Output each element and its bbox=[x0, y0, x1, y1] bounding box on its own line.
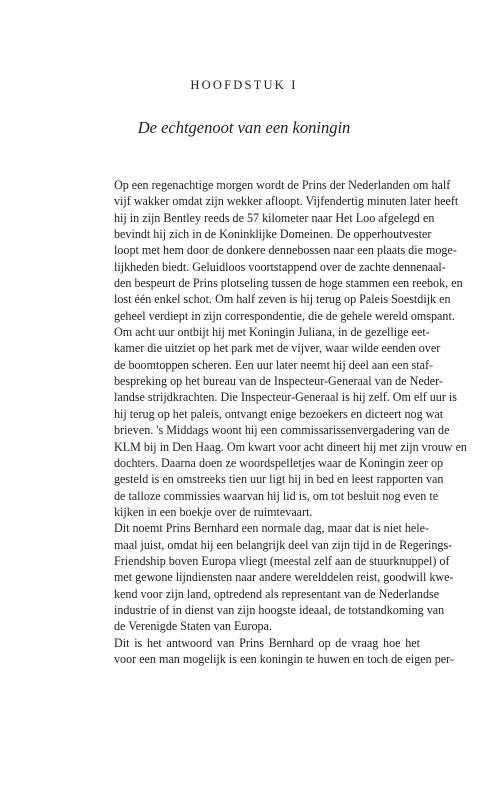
text-line: met gewone lijndiensten naar andere werelddelen reist, goodwill kwe- bbox=[114, 570, 454, 585]
paragraph bbox=[114, 520, 454, 634]
text-line: de boomtoppen scheren. Een uur later neemt hij deel aan een staf- bbox=[114, 357, 434, 372]
text-line: kend voor zijn land, optredend als representant van de Nederlandse bbox=[114, 586, 440, 601]
text-line: Om acht uur ontbijt hij met Koningin Juliana, in de gezellige eet- bbox=[114, 325, 430, 340]
text-line: Dit is het antwoord van Prins Bernhard op de vraag hoe het bbox=[114, 635, 420, 650]
text-line: kijken in een boekje over de ruimtevaart. bbox=[114, 504, 313, 519]
paragraph bbox=[114, 324, 467, 520]
text-line: dochters. Daarna doen ze woordspelletjes waar de Koningin zeer op bbox=[114, 455, 444, 470]
text-line: KLM bij in Den Haag. Om kwart voor acht dineert hij met zijn vrouw en bbox=[114, 439, 467, 454]
text-line: Friendship boven Europa vliegt (meestal zelf aan de stuurknuppel) of bbox=[114, 553, 450, 568]
text-line: brieven. 's Middags woont hij een commissarissenvergadering van de bbox=[114, 423, 450, 438]
text-line: bespreking op het bureau van de Inspecteur-Generaal van de Neder- bbox=[114, 374, 443, 389]
text-line: industrie of in dienst van zijn hoogste ideaal, de totstandkoming van bbox=[114, 602, 445, 617]
text-line: de talloze commissies waarvan hij lid is, om tot besluit nog even te bbox=[114, 488, 439, 503]
chapter-label: HOOFDSTUK I bbox=[190, 78, 298, 92]
text-line: lijkheden biedt. Geluidloos voortstappend over de zachte dennenaal- bbox=[114, 259, 446, 274]
text-line: loopt met hem door de donkere dennebossen naar een plaats die moge- bbox=[114, 243, 457, 258]
text-line: gesteld is en omstreeks tien uur ligt hij in bed en leest rapporten van bbox=[114, 472, 444, 487]
text-line: vijf wakker omdat zijn wekker afloopt. Vijfendertig minuten later heeft bbox=[114, 194, 459, 209]
text-line: Op een regenachtige morgen wordt de Prins der Nederlanden om half bbox=[114, 178, 451, 192]
body-text bbox=[114, 177, 467, 667]
text-line: landse strijdkrachten. Die Inspecteur-Generaal is hij zelf. Om elf uur is bbox=[114, 390, 457, 405]
text-line: kamer die uitziet op het park met de vijver, waar wilde eenden over bbox=[114, 341, 441, 356]
chapter-title: De echtgenoot van een koningin bbox=[137, 118, 351, 137]
text-line: lost één enkel schot. Om half zeven is hij terug op Paleis Soestdijk en bbox=[114, 292, 451, 307]
text-line: de Verenigde Staten van Europa. bbox=[114, 619, 272, 634]
text-line: den bespeurt de Prins plotseling tussen de hoge stammen een reebok, en bbox=[114, 276, 463, 291]
text-line: maal juist, omdat hij een belangrijk deel van zijn tijd in de Regerings- bbox=[114, 537, 453, 552]
text-line: hij terug op het paleis, ontvangt enige bezoekers en dicteert nog wat bbox=[114, 406, 444, 421]
paragraph bbox=[114, 635, 454, 668]
text-line: hij in zijn Bentley reeds de 57 kilometer naar Het Loo afgelegd en bbox=[114, 210, 435, 225]
text-line: voor een man mogelijk is een koningin te huwen en toch de eigen per- bbox=[114, 651, 454, 666]
text-line: geheel verdiept in zijn correspondentie, die de gehele wereld omspant. bbox=[114, 308, 455, 323]
paragraph bbox=[114, 177, 463, 324]
text-line: bevindt hij zich in de Koninklijke Domeinen. De opperhoutvester bbox=[114, 227, 432, 242]
text-line: Dit noemt Prins Bernhard een normale dag, maar dat is niet hele- bbox=[114, 521, 430, 536]
